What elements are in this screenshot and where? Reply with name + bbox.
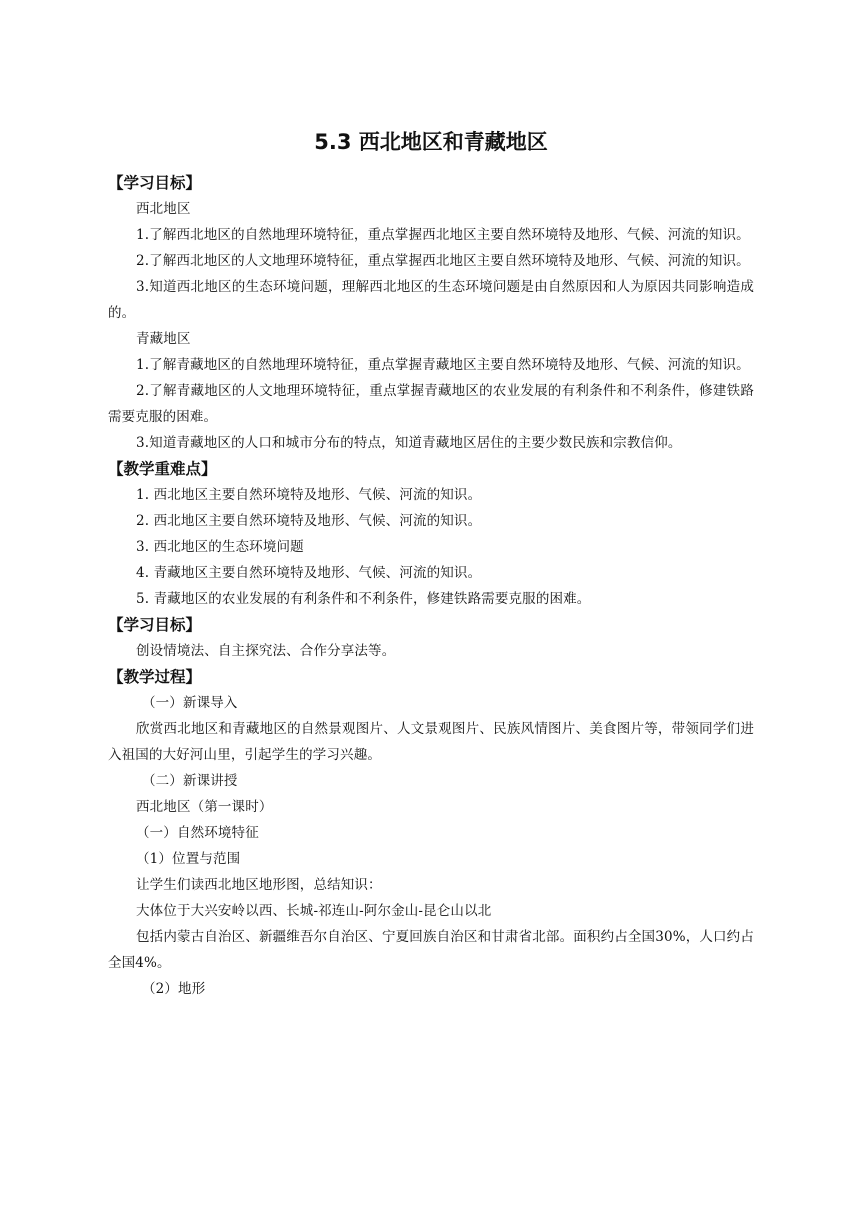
section-teaching-process	[108, 664, 754, 1002]
paragraph: （2）地形	[142, 981, 206, 997]
paragraph: （1）位置与范围	[136, 851, 241, 867]
paragraph: 2.了解青藏地区的人文地理环境特征，重点掌握青藏地区的农业发展的有利条件和不利条件，修建铁路需要克服的困难。	[108, 383, 754, 425]
paragraph: 包括内蒙古自治区、新疆维吾尔自治区、宁夏回族自治区和甘肃省北部。面积约占全国30%，人口约占全国4%。	[108, 929, 754, 971]
section-heading: 【教学重难点】	[108, 460, 217, 478]
document-page	[108, 126, 754, 1002]
list-item: 5. 青藏地区的农业发展的有利条件和不利条件，修建铁路需要克服的困难。	[136, 591, 591, 607]
paragraph: 西北地区	[136, 201, 191, 217]
paragraph: 青藏地区	[136, 331, 191, 347]
paragraph: 3.知道西北地区的生态环境问题，理解西北地区的生态环境问题是由自然原因和人为原因共同影响造成的。	[108, 279, 754, 321]
paragraph: 大体位于大兴安岭以西、长城-祁连山-阿尔金山-昆仑山以北	[136, 903, 492, 919]
paragraph: （一）自然环境特征	[136, 825, 259, 841]
section-heading: 【学习目标】	[108, 616, 202, 634]
paragraph: 创设情境法、自主探究法、合作分享法等。	[136, 643, 396, 659]
paragraph: 3.知道青藏地区的人口和城市分布的特点，知道青藏地区居住的主要少数民族和宗教信仰。	[136, 435, 682, 451]
paragraph: 2.了解西北地区的人文地理环境特征，重点掌握西北地区主要自然环境特及地形、气候、河流的知识。	[136, 253, 750, 269]
list-item: 1. 西北地区主要自然环境特及地形、气候、河流的知识。	[136, 487, 482, 503]
section-key-points	[108, 456, 754, 612]
list-item: 4. 青藏地区主要自然环境特及地形、气候、河流的知识。	[136, 565, 482, 581]
paragraph: 西北地区（第一课时）	[136, 799, 273, 815]
section-methods	[108, 612, 754, 664]
paragraph: 1.了解青藏地区的自然地理环境特征，重点掌握青藏地区主要自然环境特及地形、气候、河流的知识。	[136, 357, 750, 373]
paragraph: 让学生们读西北地区地形图，总结知识：	[136, 877, 382, 893]
list-item: 2. 西北地区主要自然环境特及地形、气候、河流的知识。	[136, 513, 482, 529]
paragraph: 欣赏西北地区和青藏地区的自然景观图片、人文景观图片、民族风情图片、美食图片等，带领同学们进入祖国的大好河山里，引起学生的学习兴趣。	[108, 721, 754, 763]
list-item: 3. 西北地区的生态环境问题	[136, 539, 304, 555]
section-heading: 【学习目标】	[108, 174, 202, 192]
section-learning-goals	[108, 170, 754, 456]
section-heading: 【教学过程】	[108, 668, 202, 686]
document-title: 5.3 西北地区和青藏地区	[314, 130, 548, 154]
paragraph: （一）新课导入	[142, 695, 238, 711]
paragraph: （二）新课讲授	[142, 773, 238, 789]
paragraph: 1.了解西北地区的自然地理环境特征，重点掌握西北地区主要自然环境特及地形、气候、河流的知识。	[136, 227, 750, 243]
